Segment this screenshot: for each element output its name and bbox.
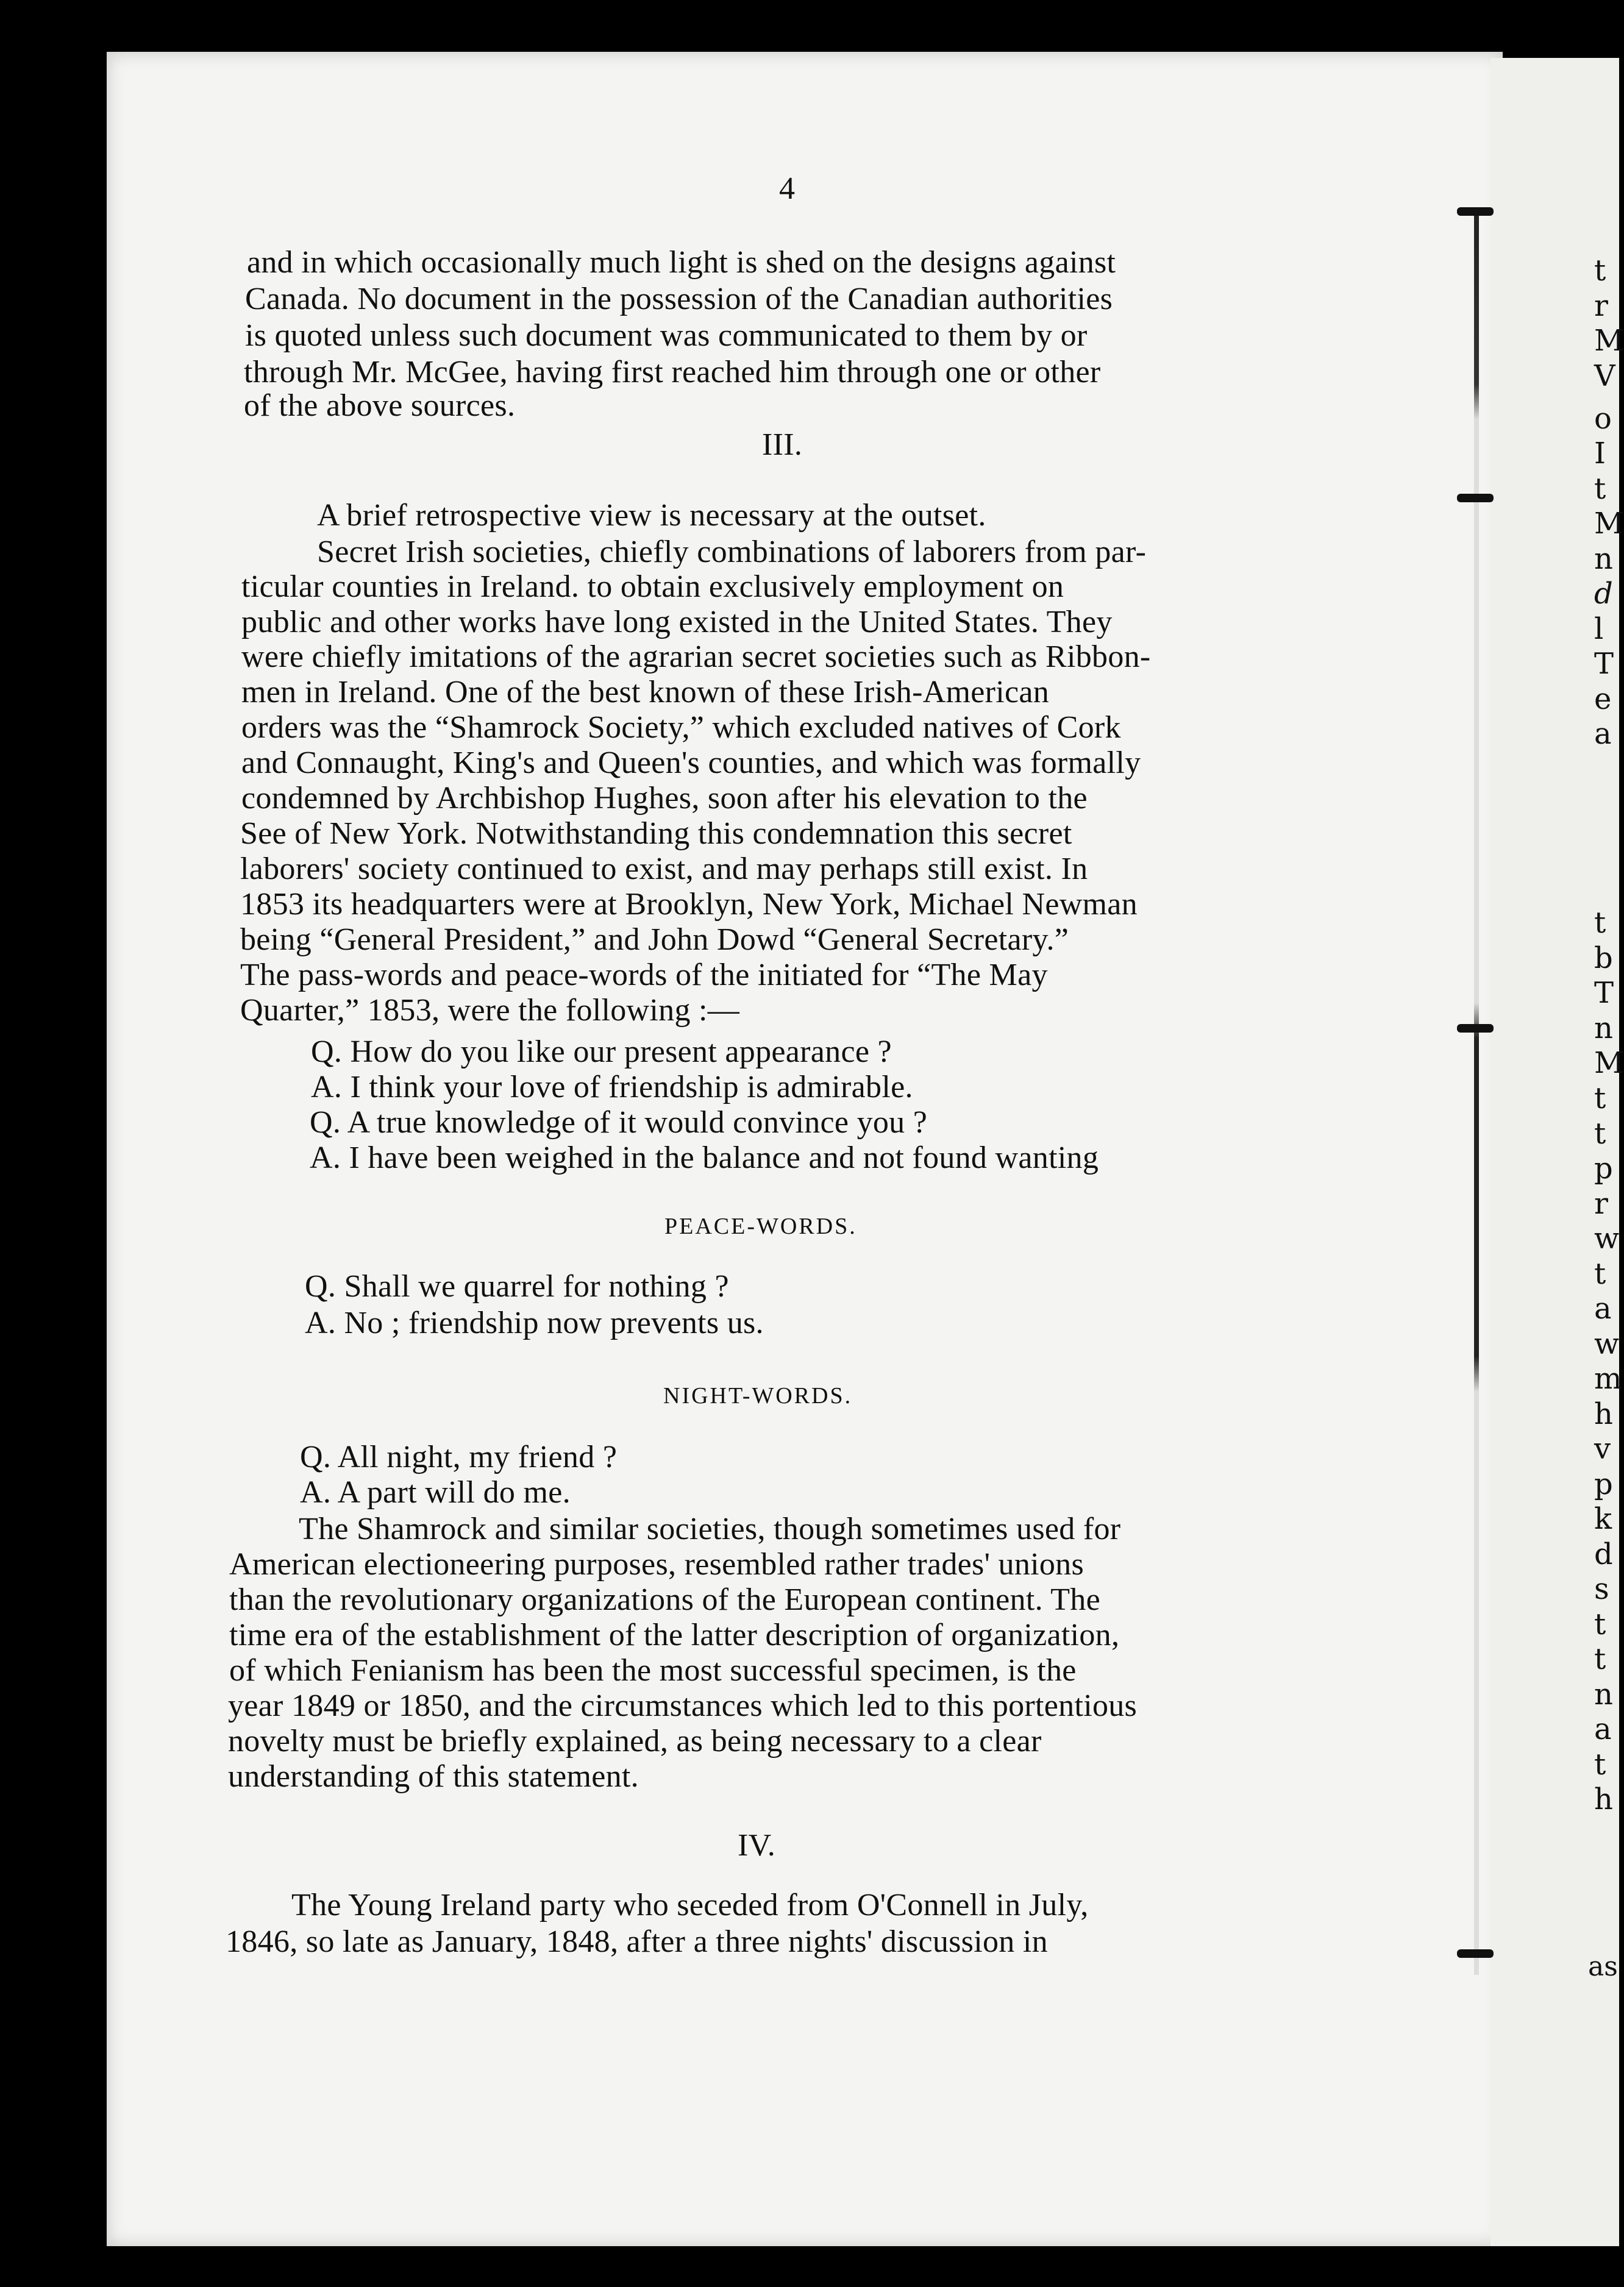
fragment: p	[1594, 1151, 1613, 1186]
fragment: t	[1594, 1607, 1606, 1641]
fragment: k	[1594, 1502, 1612, 1536]
night-words-heading: NIGHT-WORDS.	[663, 1383, 853, 1409]
qa-line: Q. A true knowledge of it would convince you ?	[310, 1105, 928, 1140]
fragment: t	[1594, 1257, 1606, 1291]
peace-words-heading: PEACE-WORDS.	[664, 1214, 857, 1239]
fragment: M	[1594, 507, 1624, 541]
text-line: The Shamrock and similar societies, though sometimes used for	[299, 1512, 1121, 1546]
text-line: of which Fenianism has been the most successful specimen, is the	[229, 1653, 1077, 1688]
fragment: a	[1594, 717, 1612, 751]
text-line: The Young Ireland party who seceded from O'Connell in July,	[291, 1888, 1089, 1922]
text-line: 1853 its headquarters were at Brooklyn, New York, Michael Newman	[240, 887, 1138, 922]
fragment: a	[1594, 1712, 1612, 1746]
fragment: T	[1594, 647, 1614, 681]
text-line: were chiefly imitations of the agrarian secret societies such as Ribbon-	[241, 639, 1151, 674]
fragment: r	[1594, 1187, 1608, 1221]
text-line: See of New York. Notwithstanding this condemnation this secret	[240, 816, 1072, 851]
fragment: t	[1594, 254, 1606, 288]
text-line: year 1849 or 1850, and the circumstances which led to this portentious	[228, 1688, 1138, 1723]
text-line: 1846, so late as January, 1848, after a three nights' discussion in	[226, 1924, 1048, 1959]
qa-line: A. A part will do me.	[300, 1475, 571, 1510]
text-line: ticular counties in Ireland. to obtain exclusively employment on	[241, 569, 1064, 604]
fragment: r	[1594, 289, 1608, 323]
fragment: t	[1594, 906, 1606, 940]
fragment: n	[1594, 1677, 1613, 1712]
text-line: American electioneering purposes, resembled rather trades' unions	[229, 1547, 1084, 1582]
qa-line: Q. All night, my friend ?	[300, 1440, 618, 1474]
fragment: h	[1594, 1782, 1613, 1816]
staple-mark	[1457, 494, 1494, 502]
fragment: a	[1594, 1292, 1612, 1326]
fragment: p	[1594, 1467, 1613, 1501]
text-line: being “General President,” and John Dowd “General Secretary.”	[240, 922, 1069, 957]
text-line: understanding of this statement.	[228, 1759, 639, 1794]
qa-line: A. I think your love of friendship is admirable.	[311, 1070, 913, 1104]
text-line: is quoted unless such document was communicated to them by or	[245, 318, 1088, 353]
fragment: n	[1594, 1011, 1613, 1045]
fragment: t	[1594, 1748, 1606, 1782]
text-line: through Mr. McGee, having first reached him through one or other	[244, 355, 1101, 389]
fragment: M	[1594, 1046, 1624, 1080]
fragment: d	[1594, 1537, 1613, 1571]
text-line: The pass-words and peace-words of the initiated for “The May	[240, 958, 1048, 992]
fragment: t	[1594, 1642, 1606, 1676]
fragment: T	[1594, 976, 1614, 1010]
text-line: time era of the establishment of the latter description of organization,	[229, 1618, 1120, 1652]
fragment: h	[1594, 1397, 1613, 1431]
text-line: public and other works have long existed in the United States. They	[241, 605, 1113, 639]
fragment: w	[1594, 1222, 1620, 1256]
fragment: d	[1594, 577, 1613, 611]
text-line: Quarter,” 1853, were the following :—	[240, 993, 740, 1028]
fragment: as	[1588, 1951, 1618, 1982]
text-line: and in which occasionally much light is shed on the designs against	[247, 245, 1116, 280]
fragment: s	[1594, 1572, 1609, 1606]
fragment: o	[1594, 402, 1612, 436]
text-line: laborers' society continued to exist, and may perhaps still exist. In	[240, 852, 1088, 886]
fragment: m	[1594, 1362, 1622, 1396]
qa-line: Q. How do you like our present appearance ?	[311, 1034, 892, 1069]
fragment: w	[1594, 1327, 1620, 1361]
text-line: orders was the “Shamrock Society,” which excluded natives of Cork	[241, 710, 1121, 745]
fragment: n	[1594, 542, 1613, 576]
fragment: M	[1594, 324, 1624, 358]
text-line: A brief retrospective view is necessary at the outset.	[317, 498, 986, 533]
text-line: Secret Irish societies, chiefly combinations of laborers from par-	[317, 535, 1147, 569]
page-number: 4	[779, 171, 796, 206]
text-line: of the above sources.	[244, 388, 516, 423]
section-numeral: IV.	[738, 1828, 776, 1863]
staple-mark	[1457, 1949, 1494, 1958]
text-line: and Connaught, King's and Queen's counties, and which was formally	[241, 745, 1141, 780]
fragment: V	[1594, 359, 1615, 393]
fragment: t	[1594, 472, 1606, 506]
binding-edge	[1474, 207, 1479, 1975]
text-line: men in Ireland. One of the best known of these Irish-American	[241, 675, 1050, 710]
fragment: e	[1594, 682, 1612, 716]
qa-line: Q. Shall we quarrel for nothing ?	[305, 1269, 729, 1304]
text-line: condemned by Archbishop Hughes, soon after his elevation to the	[241, 781, 1088, 816]
fragment: l	[1594, 612, 1604, 646]
fragment: b	[1594, 941, 1613, 975]
staple-mark	[1457, 1024, 1494, 1033]
fragment: t	[1594, 1117, 1606, 1151]
fragment: v	[1594, 1432, 1611, 1466]
qa-line: A. I have been weighed in the balance and not found wanting	[310, 1140, 1099, 1175]
text-line: Canada. No document in the possession of the Canadian authorities	[245, 282, 1113, 316]
fragment: t	[1594, 1081, 1606, 1115]
section-numeral: III.	[762, 427, 803, 462]
fragment: I	[1594, 436, 1606, 471]
text-line: novelty must be briefly explained, as being necessary to a clear	[228, 1724, 1042, 1759]
staple-mark	[1457, 207, 1494, 216]
qa-line: A. No ; friendship now prevents us.	[305, 1306, 764, 1340]
text-line: than the revolutionary organizations of the European continent. The	[229, 1582, 1100, 1617]
